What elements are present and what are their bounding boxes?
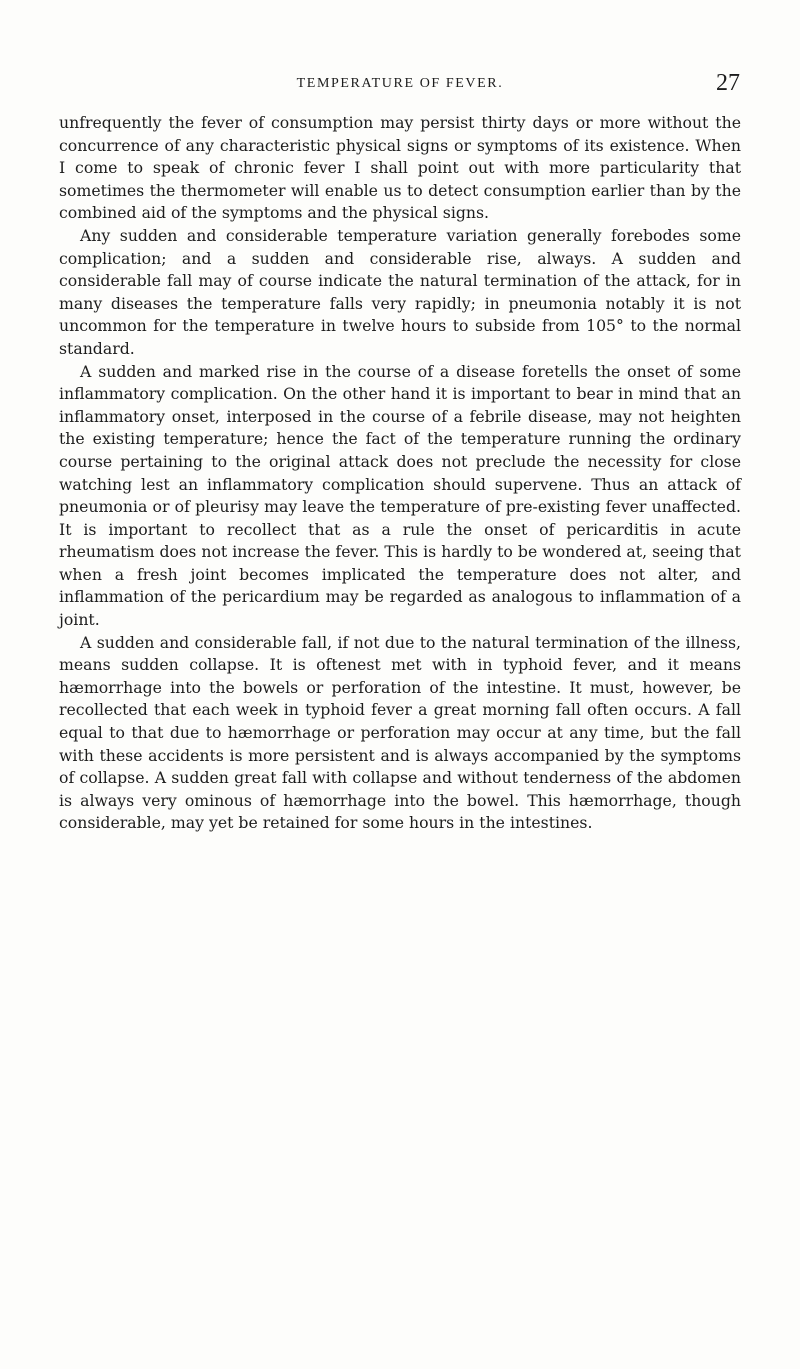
paragraph-4: A sudden and considerable fall, if not due to the natural termination of the illness, means sudden collapse. It is oftenest met with in typhoid fever, and it means hæmorrhage into the bowels or perforation of the intestine. It must, however, be recollected that each week in typhoid fever a great morning fall often occurs. A fall equal to that due to hæmorrhage or perforation may occur at any time, but the fall with these accidents is more persistent and is always accompanied by the symptoms of collapse. A sudden great fall with collapse and without tenderness of the abdomen is always very ominous of hæmorrhage into the bowel. This hæmorrhage, though considerable, may yet be retained for some hours in the intestines. xyxy=(59,632,741,833)
running-title: TEMPERATURE OF FEVER. xyxy=(296,76,504,91)
page-number: 27 xyxy=(716,70,740,96)
paragraph-2: Any sudden and considerable temperature variation generally forebodes some complication; and a sudden and considerable rise, always. A sudden and considerable fall may of course indicate the natural termination of the attack, for in many diseases the temperature falls very rapidly; in pneumonia notably it is not uncommon for the temperature in twelve hours to subside from 105° to the normal standard. xyxy=(59,225,741,358)
paragraph-3: A sudden and marked rise in the course of a disease foretells the onset of some inflammatory complication. On the other hand it is important to bear in mind that an inflammatory onset, interposed in the course of a febrile disease, may not heighten the existing temperature; hence the fact of the temperature running the ordinary course pertaining to the original attack does not preclude the necessity for close watching lest an inflammatory complication should supervene. Thus an attack of pneumonia or of pleurisy may leave the temperature of pre-existing fever unaffected. It is important to recollect that as a rule the onset of pericarditis in acute rheumatism does not increase the fever. This is hardly to be wondered at, seeing that when a fresh joint becomes implicated the temperature does not alter, and inflammation of the pericardium may be regarded as analogous to inflammation of a joint. xyxy=(59,361,741,630)
body-text xyxy=(59,112,741,835)
paragraph-1: unfrequently the fever of consumption may persist thirty days or more without the concurrence of any characteristic physical signs or symptoms of its existence. When I come to speak of chronic fever I shall point out with more particularity that sometimes the thermometer will enable us to detect consumption earlier than by the combined aid of the symptoms and the physical signs. xyxy=(59,113,741,223)
running-header xyxy=(60,72,740,100)
